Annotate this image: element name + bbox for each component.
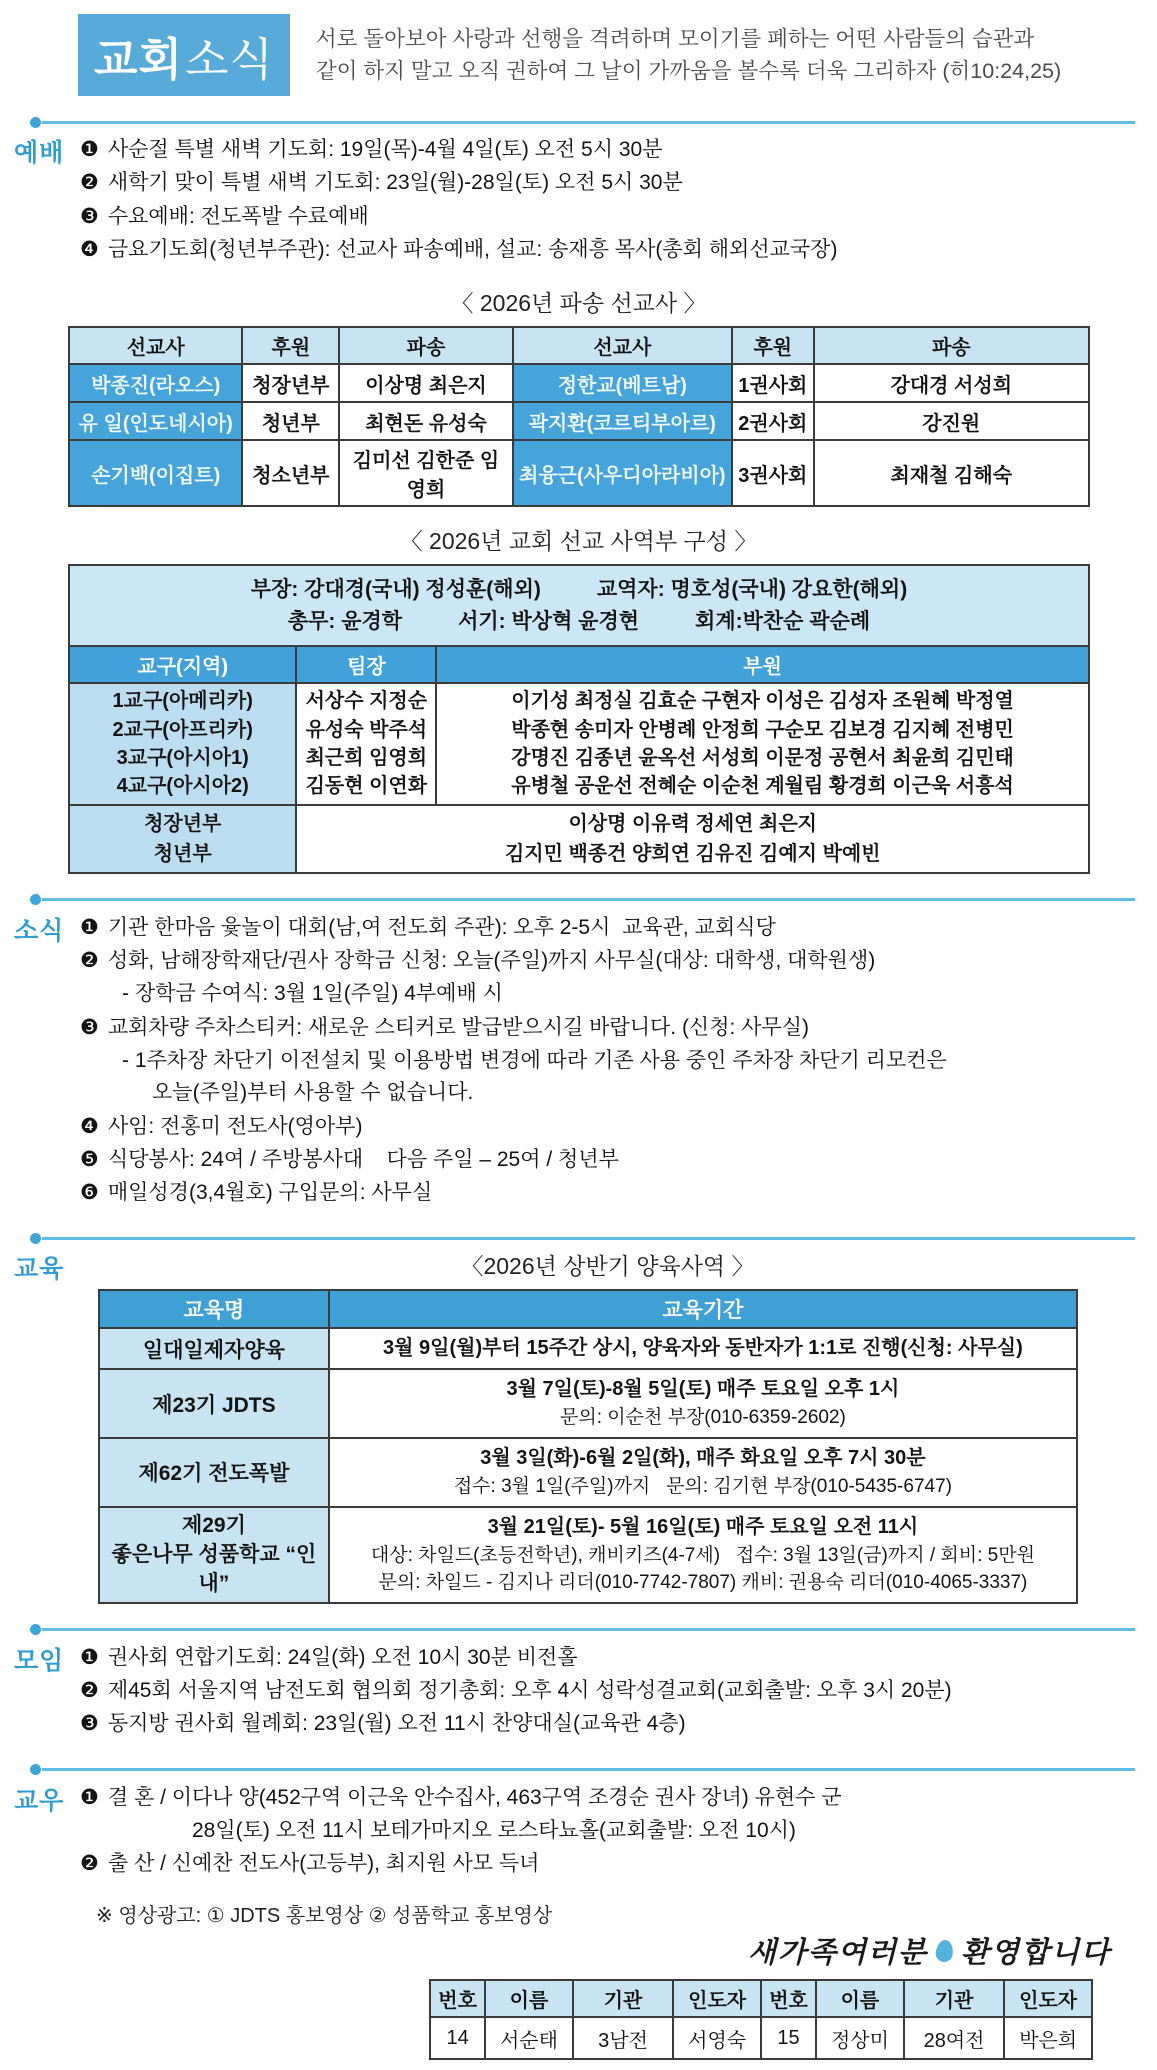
ministry-table-title: 〈 2026년 교회 선교 사역부 구성 〉 bbox=[399, 528, 758, 555]
column-header: 파송 bbox=[339, 327, 512, 364]
table-cell: 청년부 bbox=[242, 402, 339, 440]
table-header-row bbox=[99, 1290, 1077, 1328]
column-header: 번호 bbox=[761, 1980, 816, 2017]
team-members: 유병철 공운선 전혜순 이순천 계월림 황경희 이근욱 서흥석 bbox=[511, 775, 1014, 798]
leadership-row bbox=[69, 565, 1089, 646]
item-number-badge: ❸ bbox=[80, 1712, 99, 1736]
youth-group-label: 청장년부 bbox=[144, 812, 222, 835]
education-table-title: 〈2026년 상반기 양육사역 〉 bbox=[460, 1253, 755, 1280]
course-period: 3월 21일(토)- 5월 16일(토) 매주 토요일 오전 11시 bbox=[487, 1515, 919, 1538]
district-name: 2교구(아프리카) bbox=[112, 718, 253, 741]
missionary-name-cell: 곽지환(코르티부아르) bbox=[513, 402, 732, 440]
section-label-meetings: 모임 bbox=[14, 1646, 65, 1675]
team-members-cell bbox=[436, 683, 1089, 805]
sub-item-text: - 장학금 수여식: 3월 1일(주일) 4부예배 시 bbox=[122, 982, 503, 1006]
column-header: 교육명 bbox=[99, 1290, 329, 1328]
table-row bbox=[69, 440, 1089, 506]
course-period-cell bbox=[329, 1507, 1077, 1603]
video-ad-note: ※ 영상광고: ① JDTS 홍보영상 ② 성품학교 홍보영상 bbox=[96, 1905, 553, 1928]
item-number-badge: ❷ bbox=[80, 949, 99, 973]
course-period-cell bbox=[329, 1328, 1077, 1369]
logo-part2: 소식 bbox=[184, 33, 274, 85]
table-row bbox=[69, 683, 1089, 805]
course-name-cell bbox=[99, 1507, 329, 1603]
divider-dot-icon bbox=[30, 117, 41, 128]
section-education bbox=[14, 1246, 1135, 1603]
item-number-badge: ❶ bbox=[80, 1645, 99, 1669]
course-name-line: 좋은나무 성품학교 “인내” bbox=[111, 1542, 317, 1596]
item-text: 제45회 서울지역 남전도회 협의회 정기총회: 오후 4시 성락성결교회(교회출발: 오후 3시 20분) bbox=[107, 1678, 952, 1702]
section-label-education: 교육 bbox=[14, 1255, 65, 1284]
item-text: 사임: 전홍미 전도사(영아부) bbox=[107, 1114, 363, 1138]
newcomer-table bbox=[429, 1979, 1093, 2060]
column-header: 선교사 bbox=[69, 327, 242, 364]
item-number-badge: ❷ bbox=[80, 171, 99, 195]
table-row bbox=[69, 364, 1089, 402]
item-number-badge: ❶ bbox=[80, 915, 99, 939]
table-row bbox=[99, 1369, 1077, 1438]
district-name: 3교구(아시아1) bbox=[116, 746, 249, 769]
column-header: 후원 bbox=[732, 327, 814, 364]
course-name-cell: 일대일제자양육 bbox=[99, 1328, 329, 1369]
missionary-table bbox=[68, 326, 1090, 507]
list-item bbox=[80, 236, 1135, 263]
sub-item-text: 오늘(주일)부터 사용할 수 없습니다. bbox=[152, 1081, 474, 1105]
table-header-row bbox=[430, 1980, 1092, 2017]
divider-line bbox=[42, 1628, 1135, 1631]
item-number-badge: ❶ bbox=[80, 138, 99, 161]
newsletter-logo bbox=[78, 14, 290, 96]
list-item bbox=[80, 169, 1135, 196]
welcome-text-part2: 환영합니다 bbox=[960, 1937, 1111, 1970]
item-number-badge: ❸ bbox=[80, 1015, 99, 1039]
item-text: 결 혼 / 이다나 양(452구역 이근욱 안수집사, 463구역 조경순 권사 장녀) 유현수 군 bbox=[107, 1785, 842, 1809]
table-cell: 3남전 bbox=[573, 2017, 674, 2059]
leader-role: 부장: 강대경(국내) 정성훈(해외) bbox=[250, 578, 541, 602]
table-cell: 28여전 bbox=[904, 2017, 1005, 2059]
divider-line bbox=[42, 1768, 1135, 1771]
divider-line bbox=[42, 898, 1135, 901]
table-row bbox=[69, 805, 1089, 873]
table-cell: 청소년부 bbox=[242, 440, 339, 506]
item-number-badge: ❷ bbox=[80, 1678, 99, 1702]
team-leader: 유성숙 박주석 bbox=[305, 718, 428, 741]
leader-role: 총무: 윤경학 bbox=[287, 609, 403, 633]
item-text: 금요기도회(청년부주관): 선교사 파송예배, 설교: 송재흥 목사(총회 해외선교국장) bbox=[107, 237, 838, 261]
section-news bbox=[14, 908, 1135, 1213]
missionary-name-cell: 유 일(인도네시아) bbox=[69, 402, 242, 440]
item-text: 성화, 남해장학재단/권사 장학금 신청: 오늘(주일)까지 사무실(대상: 대학생, 대학원생) bbox=[107, 949, 876, 973]
course-period: 3월 3일(화)-6월 2일(화), 매주 화요일 오후 7시 30분 bbox=[480, 1446, 926, 1469]
list-item bbox=[80, 1710, 1135, 1737]
column-header: 기관 bbox=[904, 1980, 1005, 2017]
missionary-name-cell: 최융근(사우디아라비아) bbox=[513, 440, 732, 506]
table-cell: 이상명 최은지 bbox=[339, 364, 512, 402]
course-contact: 접수: 3월 1일(주일)까지 문의: 김기현 부장(010-5435-6747) bbox=[453, 1475, 952, 1497]
team-leader: 김동현 이연화 bbox=[305, 775, 428, 798]
header bbox=[78, 14, 1127, 96]
list-item bbox=[80, 1113, 1135, 1140]
section-worship bbox=[14, 130, 1135, 269]
leadership-cell bbox=[69, 565, 1089, 646]
district-cell bbox=[69, 683, 296, 805]
course-period-cell bbox=[329, 1438, 1077, 1507]
list-item bbox=[80, 1784, 1135, 1811]
course-detail: 대상: 차일드(초등전학년), 캐비키즈(4-7세) 접수: 3월 13일(금)까지 / 회비: 5만원 bbox=[370, 1544, 1035, 1566]
team-leader: 최근희 임영희 bbox=[305, 746, 428, 769]
table-row bbox=[430, 2017, 1092, 2059]
table-header-row bbox=[69, 327, 1089, 364]
table-cell: 서영숙 bbox=[673, 2017, 761, 2059]
section-divider bbox=[30, 894, 1135, 906]
missionary-name-cell: 손기백(이집트) bbox=[69, 440, 242, 506]
youth-group-label: 청년부 bbox=[153, 842, 212, 865]
table-cell: 15 bbox=[761, 2017, 816, 2059]
list-item bbox=[80, 1179, 1135, 1206]
course-period-cell bbox=[329, 1369, 1077, 1438]
item-number-badge: ❸ bbox=[80, 204, 99, 228]
sub-item-text: - 1주차장 차단기 이전설치 및 이용방법 변경에 따라 기존 사용 중인 주차장 차단기 리모컨은 bbox=[122, 1048, 947, 1072]
item-text: 수요예배: 전도폭발 수료예배 bbox=[107, 204, 369, 228]
education-table bbox=[98, 1289, 1078, 1603]
section-divider bbox=[30, 1624, 1135, 1636]
list-item bbox=[80, 1014, 1135, 1041]
item-text: 기관 한마음 윷놀이 대회(남,여 전도회 주관): 오후 2-5시 교육관, 교회식당 bbox=[107, 915, 776, 939]
column-header: 파송 bbox=[814, 327, 1089, 364]
section-label-worship: 예배 bbox=[14, 139, 65, 167]
district-name: 4교구(아시아2) bbox=[116, 775, 249, 798]
section-members bbox=[14, 1778, 1135, 1884]
table-cell: 최재철 김해숙 bbox=[814, 440, 1089, 506]
item-text: 식당봉사: 24여 / 주방봉사대 다음 주일 – 25여 / 청년부 bbox=[107, 1147, 619, 1171]
column-header: 기관 bbox=[573, 1980, 674, 2017]
item-text: 권사회 연합기도회: 24일(화) 오전 10시 30분 비전홀 bbox=[107, 1645, 578, 1669]
divider-dot-icon bbox=[30, 1624, 41, 1635]
verse-line1: 서로 돌아보아 사랑과 선행을 격려하며 모이기를 폐하는 어떤 사람들의 습관과 bbox=[315, 27, 1035, 51]
course-name-cell: 제62기 전도폭발 bbox=[99, 1438, 329, 1507]
divider-dot-icon bbox=[30, 894, 41, 905]
section-label-news: 소식 bbox=[14, 916, 65, 945]
team-members: 이기성 최정실 김효순 구현자 이성은 김성자 조원혜 박정열 bbox=[511, 690, 1014, 713]
column-header: 번호 bbox=[430, 1980, 485, 2017]
team-members: 강명진 김종년 윤옥선 서성희 이문정 공현서 최윤희 김민태 bbox=[511, 746, 1014, 769]
verse-line2: 같이 하지 말고 오직 권하여 그 날이 가까움을 볼수록 더욱 그리하자 (히10:24,25) bbox=[315, 59, 1062, 84]
logo-part1: 교회 bbox=[94, 33, 183, 85]
youth-group-cell bbox=[69, 805, 296, 873]
column-header: 교구(지역) bbox=[69, 646, 296, 683]
table-cell: 2권사회 bbox=[732, 402, 814, 440]
item-text: 출 산 / 신예찬 전도사(고등부), 최지원 사모 득녀 bbox=[107, 1852, 540, 1876]
sub-item-text: 28일(토) 오전 11시 보테가마지오 로스타뇨홀(교회출발: 오전 10시) bbox=[192, 1818, 796, 1842]
item-number-badge: ❷ bbox=[80, 1852, 99, 1876]
item-text: 사순절 특별 새벽 기도회: 19일(목)-4월 4일(토) 오전 5시 30분 bbox=[107, 138, 663, 161]
column-header: 이름 bbox=[816, 1980, 904, 2017]
course-contact: 문의: 이순천 부장(010-6359-2602) bbox=[559, 1407, 846, 1429]
ministry-table bbox=[68, 564, 1090, 874]
column-header: 인도자 bbox=[673, 1980, 761, 2017]
table-cell: 1권사회 bbox=[732, 364, 814, 402]
table-row bbox=[99, 1328, 1077, 1369]
table-cell: 14 bbox=[430, 2017, 485, 2059]
list-item bbox=[80, 914, 1135, 941]
leader-role: 교역자: 명호성(국내) 강요한(해외) bbox=[596, 578, 908, 602]
divider-dot-icon bbox=[30, 1233, 41, 1244]
course-period: 3월 7일(토)-8월 5일(토) 매주 토요일 오후 1시 bbox=[506, 1378, 900, 1401]
team-leader-cell bbox=[296, 683, 436, 805]
youth-members-cell bbox=[296, 805, 1089, 873]
list-item bbox=[80, 1677, 1135, 1704]
course-contact: 문의: 차일드 - 김지나 리더(010-7742-7807) 캐비: 권용숙 리더(010-4065-3337) bbox=[378, 1572, 1028, 1594]
column-header: 교육기간 bbox=[329, 1290, 1077, 1328]
item-number-badge: ❹ bbox=[80, 1114, 99, 1138]
section-divider bbox=[30, 1764, 1135, 1776]
section-meetings bbox=[14, 1638, 1135, 1744]
welcome-message bbox=[0, 1930, 1111, 1971]
table-cell: 최현돈 유성숙 bbox=[339, 402, 512, 440]
item-text: 교회차량 주차스티커: 새로운 스티커로 발급받으시길 바랍니다. (신청: 사무실) bbox=[107, 1015, 810, 1039]
table-row bbox=[99, 1438, 1077, 1507]
missionary-name-cell: 정한교(베트남) bbox=[513, 364, 732, 402]
item-number-badge: ❺ bbox=[80, 1147, 99, 1171]
divider-dot-icon bbox=[30, 1764, 41, 1775]
table-cell: 강대경 서성희 bbox=[814, 364, 1089, 402]
leader-role: 서기: 박상혁 윤경현 bbox=[458, 609, 640, 633]
table-cell: 김미선 김한준 임영희 bbox=[339, 440, 512, 506]
table-cell: 강진원 bbox=[814, 402, 1089, 440]
table-header-row bbox=[69, 646, 1089, 683]
list-item bbox=[80, 1644, 1135, 1671]
table-row bbox=[99, 1507, 1077, 1603]
youth-members: 김지민 백종건 양희연 김유진 김예지 박예빈 bbox=[504, 842, 881, 865]
youth-members: 이상명 이유력 정세연 최은지 bbox=[568, 812, 817, 835]
table-cell: 서순태 bbox=[485, 2017, 573, 2059]
divider-line bbox=[42, 1237, 1135, 1240]
table-cell: 청장년부 bbox=[242, 364, 339, 402]
scripture-verse bbox=[316, 14, 1061, 96]
missionary-table-title: 〈 2026년 파송 선교사 〉 bbox=[450, 290, 707, 317]
district-name: 1교구(아메리카) bbox=[112, 690, 253, 713]
team-leader: 서상수 지정순 bbox=[305, 690, 428, 713]
list-item bbox=[80, 136, 1135, 163]
item-number-badge: ❶ bbox=[80, 1785, 99, 1809]
leader-role: 회계:박찬순 곽순례 bbox=[695, 609, 871, 633]
list-item bbox=[80, 947, 1135, 974]
divider-line bbox=[42, 121, 1135, 124]
column-header: 인도자 bbox=[1004, 1980, 1092, 2017]
section-divider bbox=[30, 1232, 1135, 1244]
list-item bbox=[80, 1146, 1135, 1173]
table-cell: 박은희 bbox=[1004, 2017, 1092, 2059]
item-text: 동지방 권사회 월례회: 23일(월) 오전 11시 찬양대실(교육관 4층) bbox=[107, 1712, 686, 1736]
missionary-name-cell: 박종진(라오스) bbox=[69, 364, 242, 402]
column-header: 팀장 bbox=[296, 646, 436, 683]
table-cell: 정상미 bbox=[816, 2017, 904, 2059]
course-period: 3월 9일(월)부터 15주간 상시, 양육자와 동반자가 1:1로 진행(신청: 사무실) bbox=[383, 1337, 1023, 1360]
item-text: 새학기 맞이 특별 새벽 기도회: 23일(월)-28일(토) 오전 5시 30분 bbox=[107, 171, 683, 195]
list-item bbox=[80, 203, 1135, 230]
column-header: 선교사 bbox=[513, 327, 732, 364]
table-row bbox=[69, 402, 1089, 440]
water-drop-icon bbox=[934, 1939, 954, 1963]
column-header: 부원 bbox=[436, 646, 1089, 683]
welcome-text-part1: 새가족여러분 bbox=[747, 1937, 928, 1970]
table-cell: 3권사회 bbox=[732, 440, 814, 506]
section-divider bbox=[30, 116, 1135, 128]
item-number-badge: ❹ bbox=[80, 237, 99, 261]
column-header: 이름 bbox=[485, 1980, 573, 2017]
column-header: 후원 bbox=[242, 327, 339, 364]
item-number-badge: ❻ bbox=[80, 1181, 99, 1205]
list-item bbox=[80, 1850, 1135, 1877]
section-label-members: 교우 bbox=[14, 1786, 65, 1815]
team-members: 박종현 송미자 안병례 안정희 구순모 김보경 김지혜 전병민 bbox=[511, 718, 1014, 741]
course-name-cell: 제23기 JDTS bbox=[99, 1369, 329, 1438]
item-text: 매일성경(3,4월호) 구입문의: 사무실 bbox=[107, 1181, 433, 1205]
course-name-line: 제29기 bbox=[181, 1513, 246, 1537]
